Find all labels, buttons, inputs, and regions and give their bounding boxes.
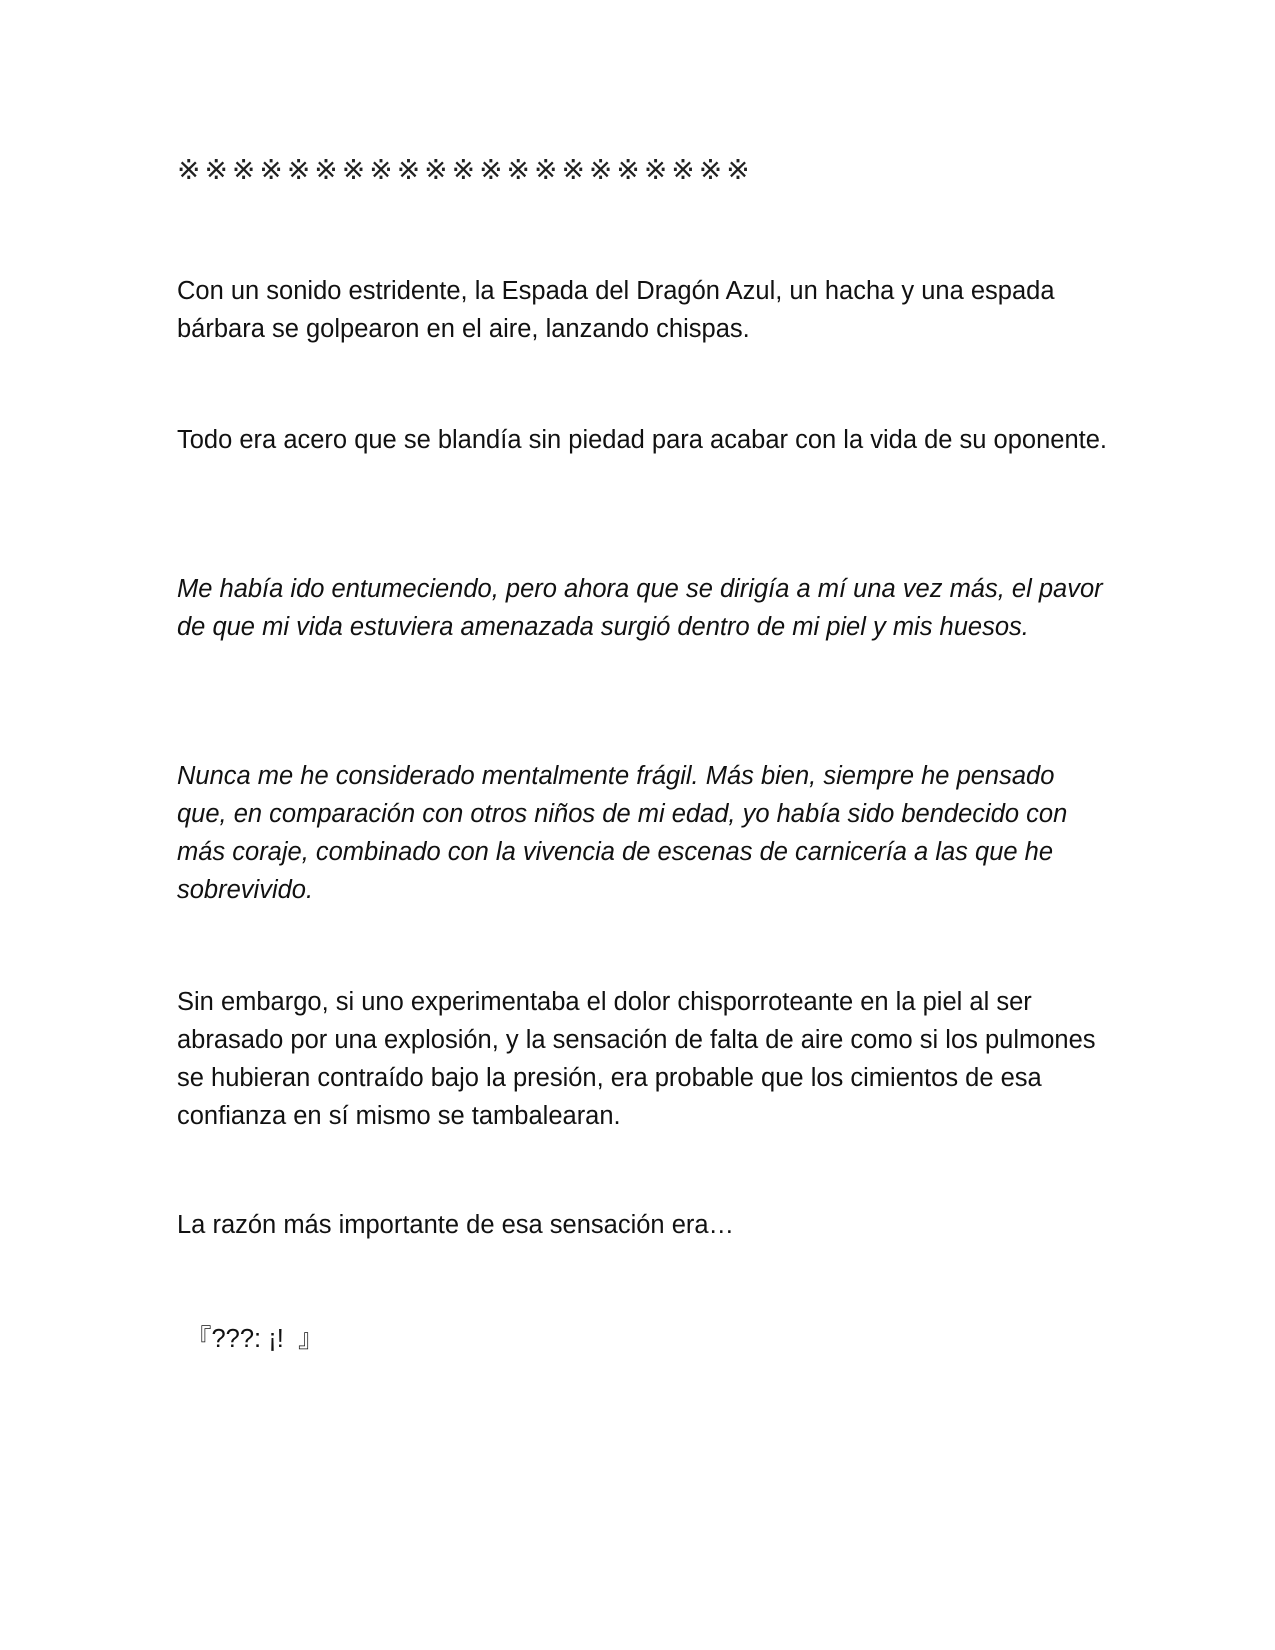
paragraph-6: La razón más importante de esa sensación era… [177,1211,735,1239]
paragraph-2: Todo era acero que se blandía sin piedad para acabar con la vida de su oponente. [177,426,1108,454]
dialogue-line: 『???: ¡! 』 [186,1325,324,1353]
paragraph-3-italic: Me había ido entumeciendo, pero ahora que se dirigía a mí una vez más, el pavor de que mi vida estuviera amenazada surgió dentro de mi piel y mis huesos. [177,575,1103,641]
scene-separator: ※※※※※※※※※※※※※※※※※※※※※ [177,153,754,186]
paragraph-4-italic: Nunca me he considerado mentalmente frágil. Más bien, siempre he pensado que, en comparación con otros niños de mi edad, yo había sido bendecido con más coraje, combinado con la vivencia de escenas de carnicería a las que he sobrevivido. [177,762,1068,904]
paragraph-5: Sin embargo, si uno experimentaba el dolor chisporroteante en la piel al ser abrasado por una explosión, y la sensación de falta de aire como si los pulmones se hubieran contraído bajo la presión, era probable que los cimientos de esa confianza en sí mismo se tambalearan. [177,988,1096,1130]
paragraph-1: Con un sonido estridente, la Espada del Dragón Azul, un hacha y una espada bárbara se golpearon en el aire, lanzando chispas. [177,277,1055,343]
